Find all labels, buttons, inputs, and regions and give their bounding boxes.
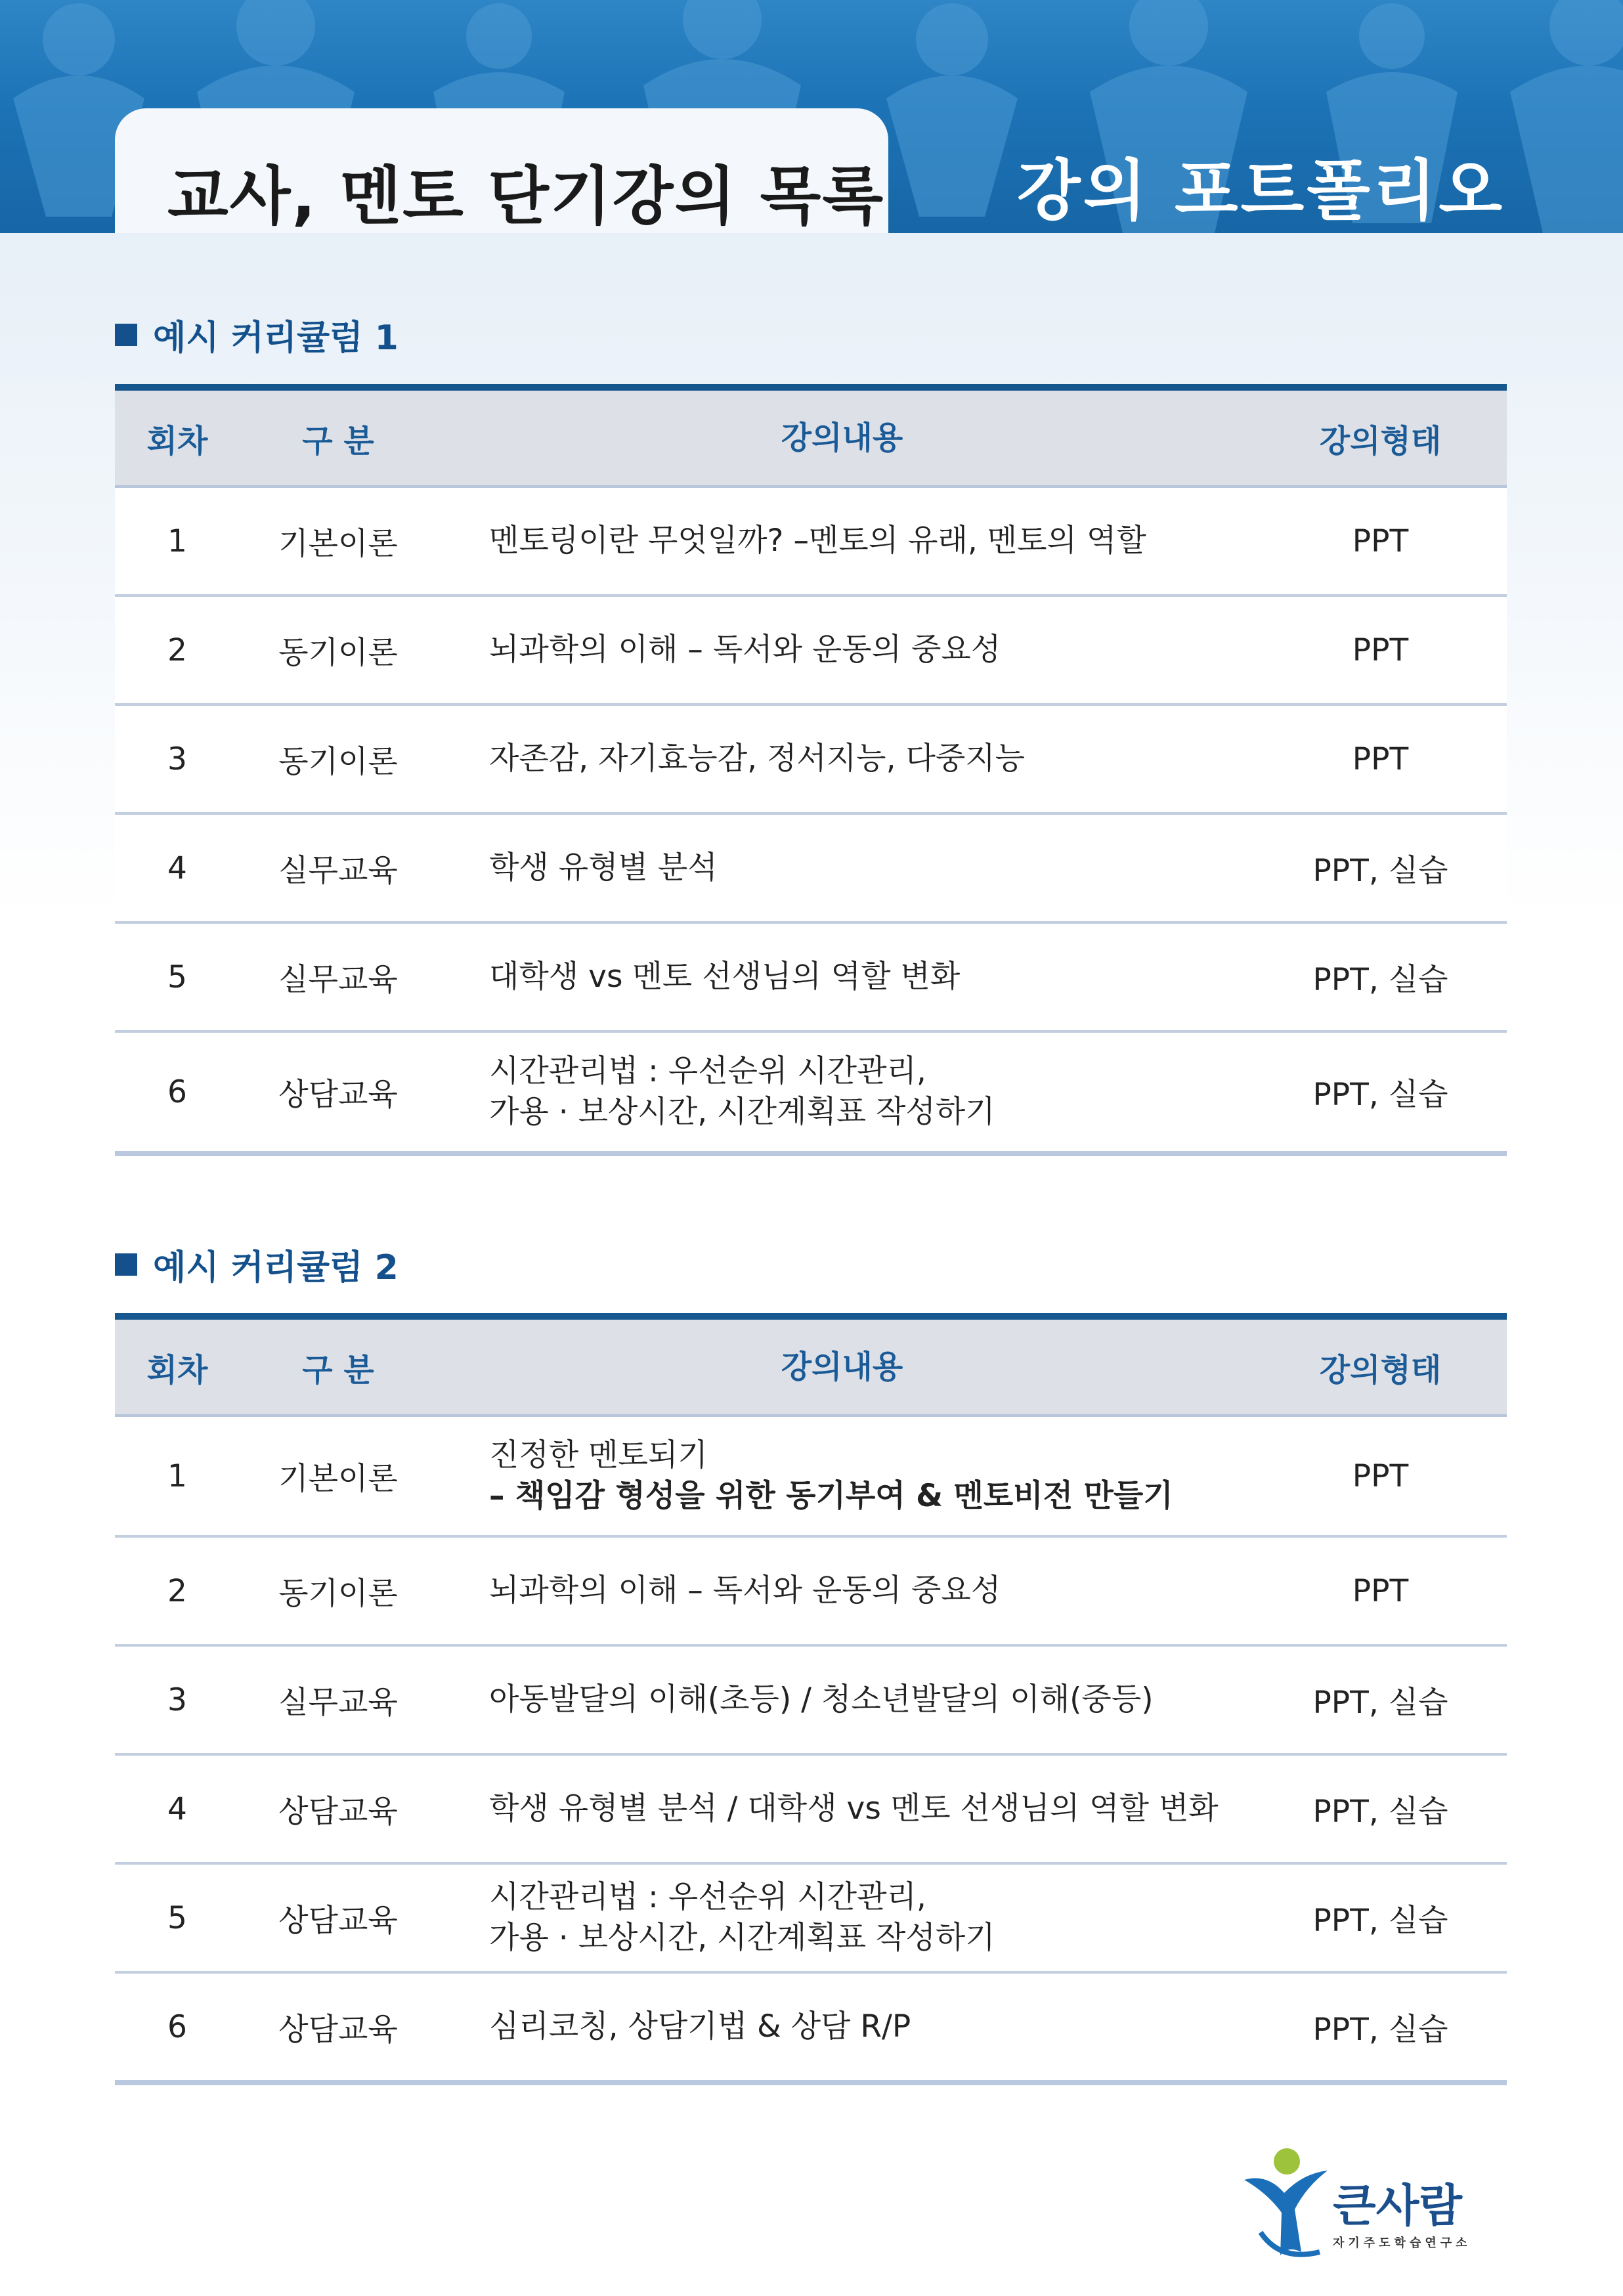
session-number: 2 (167, 632, 187, 668)
content-line-2: 가용 · 보상시간, 시간계획표 작성하기 (489, 1094, 995, 1130)
table-row (115, 1033, 1507, 1156)
category-cell: 상담교육 (278, 1076, 398, 1113)
logo-name: 큰사람 (1333, 2180, 1463, 2232)
session-number: 2 (167, 1572, 187, 1609)
table-row (115, 924, 1507, 1033)
session-number: 3 (167, 1681, 187, 1718)
format-cell: PPT, 실습 (1312, 852, 1448, 889)
content-cell: 심리코칭, 상담기법 & 상담 R/P (489, 2008, 911, 2045)
logo-figure-icon (1241, 2147, 1333, 2265)
table-header-row (115, 384, 1507, 488)
column-header-session: 회차 (146, 1351, 208, 1389)
session-number: 5 (167, 959, 187, 995)
format-cell: PPT (1352, 741, 1409, 777)
curriculum-table-1 (115, 384, 1507, 1156)
format-cell: PPT (1352, 1572, 1409, 1609)
format-cell: PPT (1352, 1458, 1409, 1494)
column-header-format: 강의형태 (1319, 422, 1442, 460)
session-number: 4 (167, 1790, 187, 1827)
content-cell: 자존감, 자기효능감, 정서지능, 다중지능 (489, 741, 1026, 777)
column-header-session: 회차 (146, 422, 208, 460)
table-row (115, 1865, 1507, 1974)
table-row (115, 1974, 1507, 2085)
category-cell: 실무교육 (278, 1684, 398, 1721)
session-number: 6 (167, 2008, 187, 2045)
page-title: 교사, 멘토 단기강의 목록 (167, 160, 885, 233)
category-cell: 상담교육 (278, 1793, 398, 1830)
category-cell: 동기이론 (278, 1575, 398, 1612)
portfolio-label: 강의 포트폴리오 (1016, 152, 1505, 229)
session-number: 5 (167, 1899, 187, 1936)
table-row (115, 706, 1507, 815)
format-cell: PPT, 실습 (1312, 1076, 1448, 1113)
format-cell: PPT, 실습 (1312, 2011, 1448, 2048)
section-heading-text: 예시 커리큘럼 1 (153, 318, 399, 358)
section-heading-curriculum-2 (115, 1240, 399, 1289)
section-heading-curriculum-1 (115, 310, 399, 359)
category-cell: 동기이론 (278, 743, 398, 780)
session-number: 1 (167, 1458, 187, 1494)
category-cell: 기본이론 (278, 1460, 398, 1497)
table-row (115, 1417, 1507, 1538)
category-cell: 기본이론 (278, 525, 398, 562)
section-heading-text: 예시 커리큘럼 2 (153, 1248, 399, 1288)
column-header-category: 구 분 (302, 422, 374, 460)
format-cell: PPT, 실습 (1312, 1793, 1448, 1830)
category-cell: 상담교육 (278, 1902, 398, 1939)
table-row (115, 1756, 1507, 1865)
table-row (115, 597, 1507, 706)
content-cell: 학생 유형별 분석 (489, 850, 718, 886)
content-line-1: 진정한 멘토되기 (489, 1437, 708, 1473)
format-cell: PPT, 실습 (1312, 1902, 1448, 1939)
session-number: 6 (167, 1073, 187, 1110)
column-header-format: 강의형태 (1319, 1351, 1442, 1389)
content-cell: 대학생 vs 멘토 선생님의 역할 변화 (489, 959, 961, 995)
column-header-category: 구 분 (302, 1351, 374, 1389)
table-row (115, 815, 1507, 924)
content-line-1: 시간관리법 : 우선순위 시간관리, (489, 1053, 926, 1089)
content-line-1: 시간관리법 : 우선순위 시간관리, (489, 1879, 926, 1915)
content-cell (489, 1051, 1254, 1133)
format-cell: PPT (1352, 523, 1409, 559)
table-row (115, 1647, 1507, 1756)
format-cell: PPT, 실습 (1312, 1684, 1448, 1721)
column-header-content: 강의내용 (781, 1349, 903, 1385)
table-header-row (115, 1313, 1507, 1417)
content-line-2: – 책임감 형성을 위한 동기부여 & 멘토비전 만들기 (489, 1478, 1173, 1514)
content-cell (489, 1877, 1254, 1959)
brand-logo (1241, 2147, 1490, 2265)
format-cell: PPT, 실습 (1312, 961, 1448, 998)
category-cell: 상담교육 (278, 2011, 398, 2048)
session-number: 1 (167, 523, 187, 559)
content-cell: 뇌과학의 이해 – 독서와 운동의 중요성 (489, 632, 1001, 668)
category-cell: 동기이론 (278, 634, 398, 671)
column-header-content: 강의내용 (781, 420, 903, 456)
table-row (115, 1538, 1507, 1647)
category-cell: 실무교육 (278, 961, 398, 998)
content-cell: 아동발달의 이해(초등) / 청소년발달의 이해(중등) (489, 1681, 1154, 1718)
table-row (115, 488, 1507, 597)
curriculum-table-2 (115, 1313, 1507, 2085)
content-line-2: 가용 · 보상시간, 시간계획표 작성하기 (489, 1920, 995, 1956)
content-cell (489, 1435, 1254, 1517)
format-cell: PPT (1352, 632, 1409, 668)
square-bullet-icon (115, 324, 137, 346)
content-cell: 뇌과학의 이해 – 독서와 운동의 중요성 (489, 1572, 1001, 1609)
category-cell: 실무교육 (278, 852, 398, 889)
session-number: 4 (167, 850, 187, 886)
content-cell: 멘토링이란 무엇일까? –멘토의 유래, 멘토의 역할 (489, 523, 1146, 559)
title-tab (115, 108, 888, 233)
content-cell: 학생 유형별 분석 / 대학생 vs 멘토 선생님의 역할 변화 (489, 1790, 1219, 1827)
header-banner (0, 0, 1623, 233)
square-bullet-icon (115, 1253, 137, 1276)
logo-subtitle: 자기주도학습연구소 (1333, 2236, 1471, 2250)
session-number: 3 (167, 741, 187, 777)
